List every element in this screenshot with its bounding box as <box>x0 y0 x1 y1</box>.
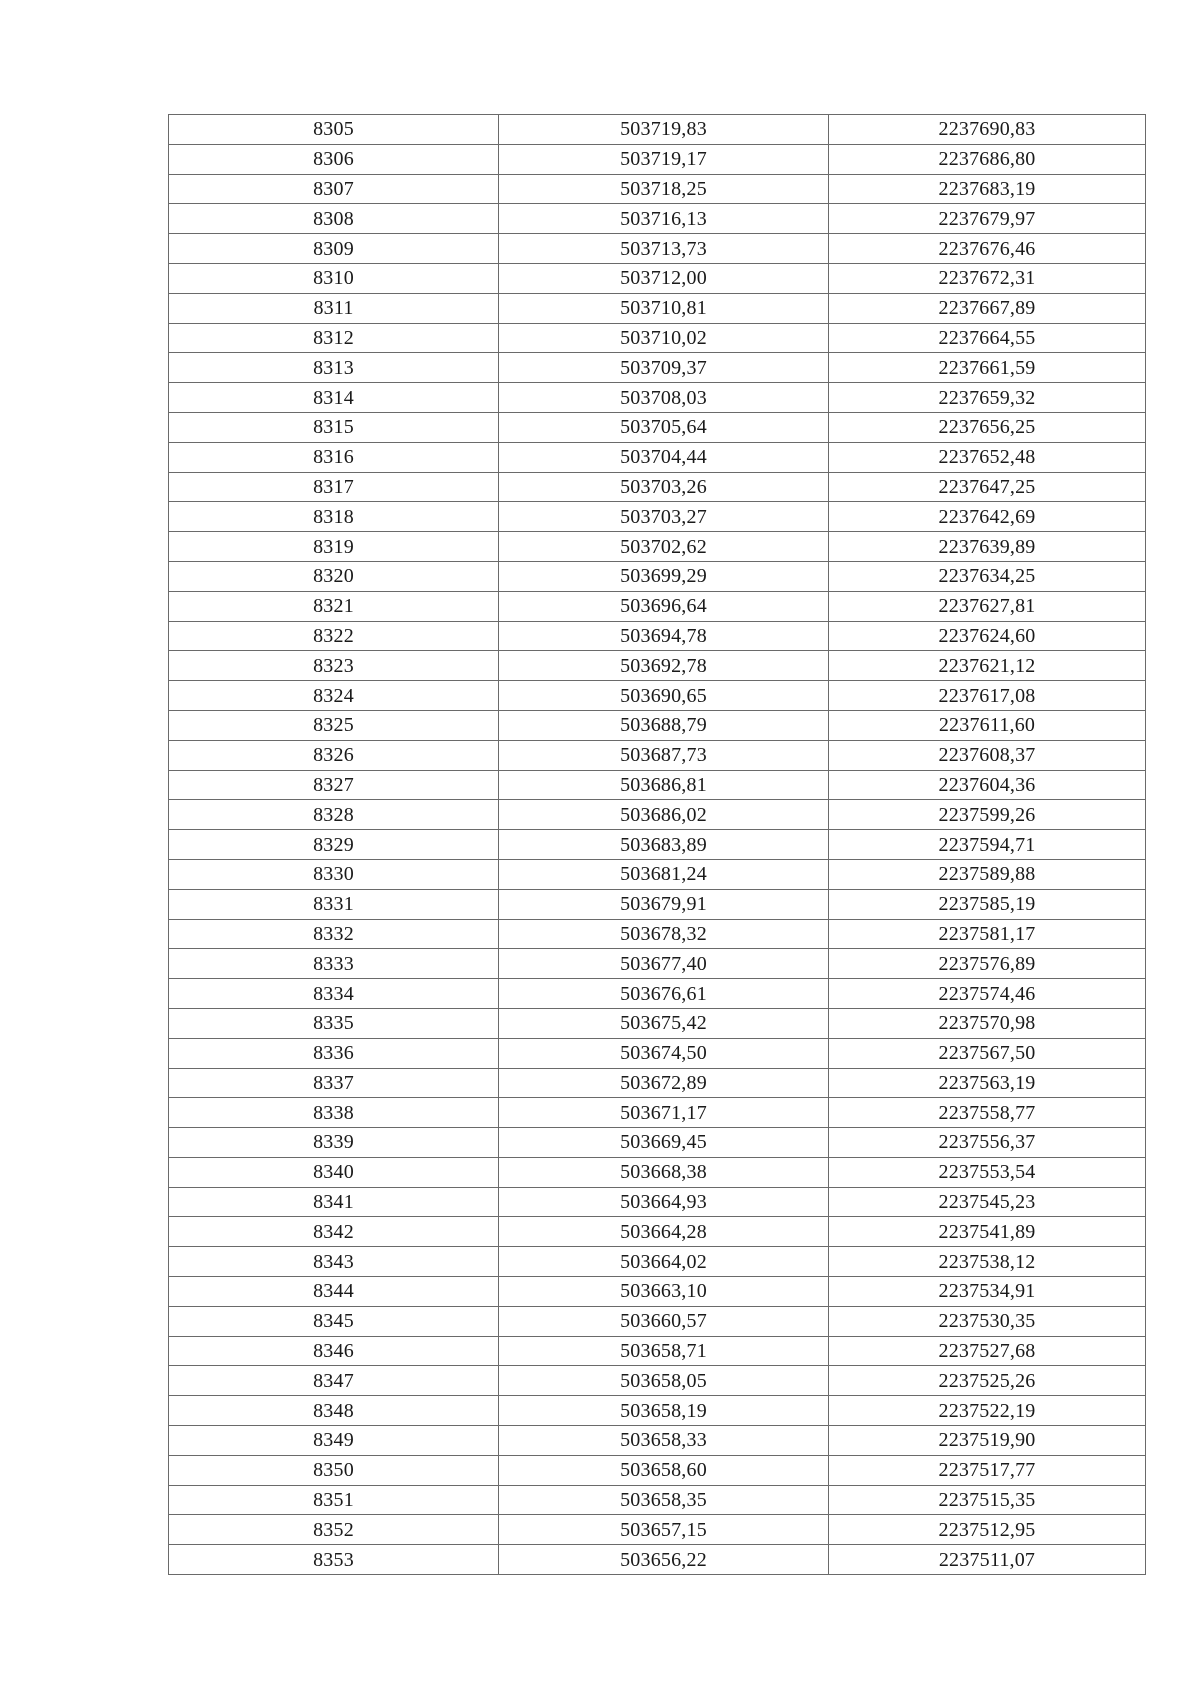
coordinates-table <box>168 114 1146 1575</box>
x-coordinate-cell: 503679,91 <box>499 889 829 919</box>
x-coordinate-cell: 503658,33 <box>499 1426 829 1456</box>
point-number-cell: 8337 <box>169 1068 499 1098</box>
point-number-cell: 8329 <box>169 830 499 860</box>
table-row <box>169 1247 1146 1277</box>
table-row <box>169 1277 1146 1307</box>
table-row <box>169 1098 1146 1128</box>
table-row <box>169 740 1146 770</box>
x-coordinate-cell: 503712,00 <box>499 263 829 293</box>
point-number-cell: 8353 <box>169 1545 499 1575</box>
table-row <box>169 1545 1146 1575</box>
y-coordinate-cell: 2237530,35 <box>829 1306 1146 1336</box>
point-number-cell: 8345 <box>169 1306 499 1336</box>
point-number-cell: 8309 <box>169 234 499 264</box>
x-coordinate-cell: 503690,65 <box>499 681 829 711</box>
point-number-cell: 8317 <box>169 472 499 502</box>
y-coordinate-cell: 2237608,37 <box>829 740 1146 770</box>
x-coordinate-cell: 503692,78 <box>499 651 829 681</box>
y-coordinate-cell: 2237585,19 <box>829 889 1146 919</box>
y-coordinate-cell: 2237664,55 <box>829 323 1146 353</box>
table-row <box>169 174 1146 204</box>
point-number-cell: 8315 <box>169 412 499 442</box>
x-coordinate-cell: 503658,19 <box>499 1396 829 1426</box>
x-coordinate-cell: 503703,26 <box>499 472 829 502</box>
y-coordinate-cell: 2237647,25 <box>829 472 1146 502</box>
point-number-cell: 8326 <box>169 740 499 770</box>
y-coordinate-cell: 2237672,31 <box>829 263 1146 293</box>
x-coordinate-cell: 503672,89 <box>499 1068 829 1098</box>
table-row <box>169 234 1146 264</box>
x-coordinate-cell: 503677,40 <box>499 949 829 979</box>
y-coordinate-cell: 2237621,12 <box>829 651 1146 681</box>
table-row <box>169 383 1146 413</box>
point-number-cell: 8351 <box>169 1485 499 1515</box>
y-coordinate-cell: 2237634,25 <box>829 561 1146 591</box>
x-coordinate-cell: 503718,25 <box>499 174 829 204</box>
x-coordinate-cell: 503686,81 <box>499 770 829 800</box>
y-coordinate-cell: 2237517,77 <box>829 1455 1146 1485</box>
x-coordinate-cell: 503686,02 <box>499 800 829 830</box>
point-number-cell: 8349 <box>169 1426 499 1456</box>
point-number-cell: 8310 <box>169 263 499 293</box>
point-number-cell: 8333 <box>169 949 499 979</box>
table-row <box>169 1366 1146 1396</box>
y-coordinate-cell: 2237690,83 <box>829 115 1146 145</box>
point-number-cell: 8327 <box>169 770 499 800</box>
y-coordinate-cell: 2237525,26 <box>829 1366 1146 1396</box>
table-row <box>169 1187 1146 1217</box>
table-row <box>169 323 1146 353</box>
x-coordinate-cell: 503678,32 <box>499 919 829 949</box>
table-row <box>169 800 1146 830</box>
y-coordinate-cell: 2237594,71 <box>829 830 1146 860</box>
y-coordinate-cell: 2237683,19 <box>829 174 1146 204</box>
x-coordinate-cell: 503710,81 <box>499 293 829 323</box>
point-number-cell: 8313 <box>169 353 499 383</box>
x-coordinate-cell: 503704,44 <box>499 442 829 472</box>
point-number-cell: 8334 <box>169 979 499 1009</box>
point-number-cell: 8306 <box>169 144 499 174</box>
x-coordinate-cell: 503656,22 <box>499 1545 829 1575</box>
y-coordinate-cell: 2237652,48 <box>829 442 1146 472</box>
y-coordinate-cell: 2237511,07 <box>829 1545 1146 1575</box>
y-coordinate-cell: 2237659,32 <box>829 383 1146 413</box>
point-number-cell: 8344 <box>169 1277 499 1307</box>
point-number-cell: 8348 <box>169 1396 499 1426</box>
table-row <box>169 919 1146 949</box>
table-row <box>169 1128 1146 1158</box>
y-coordinate-cell: 2237686,80 <box>829 144 1146 174</box>
y-coordinate-cell: 2237512,95 <box>829 1515 1146 1545</box>
point-number-cell: 8336 <box>169 1038 499 1068</box>
y-coordinate-cell: 2237534,91 <box>829 1277 1146 1307</box>
y-coordinate-cell: 2237541,89 <box>829 1217 1146 1247</box>
table-row <box>169 532 1146 562</box>
y-coordinate-cell: 2237558,77 <box>829 1098 1146 1128</box>
table-row <box>169 1426 1146 1456</box>
point-number-cell: 8312 <box>169 323 499 353</box>
y-coordinate-cell: 2237556,37 <box>829 1128 1146 1158</box>
y-coordinate-cell: 2237515,35 <box>829 1485 1146 1515</box>
y-coordinate-cell: 2237589,88 <box>829 859 1146 889</box>
y-coordinate-cell: 2237563,19 <box>829 1068 1146 1098</box>
x-coordinate-cell: 503716,13 <box>499 204 829 234</box>
x-coordinate-cell: 503658,35 <box>499 1485 829 1515</box>
x-coordinate-cell: 503658,60 <box>499 1455 829 1485</box>
y-coordinate-cell: 2237576,89 <box>829 949 1146 979</box>
point-number-cell: 8307 <box>169 174 499 204</box>
coordinates-table-body <box>169 115 1146 1575</box>
x-coordinate-cell: 503675,42 <box>499 1008 829 1038</box>
table-row <box>169 830 1146 860</box>
point-number-cell: 8332 <box>169 919 499 949</box>
table-row <box>169 502 1146 532</box>
x-coordinate-cell: 503657,15 <box>499 1515 829 1545</box>
y-coordinate-cell: 2237538,12 <box>829 1247 1146 1277</box>
table-row <box>169 204 1146 234</box>
table-row <box>169 710 1146 740</box>
x-coordinate-cell: 503703,27 <box>499 502 829 532</box>
x-coordinate-cell: 503694,78 <box>499 621 829 651</box>
point-number-cell: 8328 <box>169 800 499 830</box>
y-coordinate-cell: 2237604,36 <box>829 770 1146 800</box>
y-coordinate-cell: 2237553,54 <box>829 1157 1146 1187</box>
y-coordinate-cell: 2237667,89 <box>829 293 1146 323</box>
table-row <box>169 681 1146 711</box>
x-coordinate-cell: 503687,73 <box>499 740 829 770</box>
table-row <box>169 353 1146 383</box>
y-coordinate-cell: 2237574,46 <box>829 979 1146 1009</box>
point-number-cell: 8343 <box>169 1247 499 1277</box>
x-coordinate-cell: 503683,89 <box>499 830 829 860</box>
x-coordinate-cell: 503699,29 <box>499 561 829 591</box>
y-coordinate-cell: 2237656,25 <box>829 412 1146 442</box>
table-row <box>169 1306 1146 1336</box>
y-coordinate-cell: 2237527,68 <box>829 1336 1146 1366</box>
y-coordinate-cell: 2237611,60 <box>829 710 1146 740</box>
point-number-cell: 8305 <box>169 115 499 145</box>
y-coordinate-cell: 2237570,98 <box>829 1008 1146 1038</box>
point-number-cell: 8318 <box>169 502 499 532</box>
x-coordinate-cell: 503713,73 <box>499 234 829 264</box>
x-coordinate-cell: 503709,37 <box>499 353 829 383</box>
table-row <box>169 293 1146 323</box>
point-number-cell: 8330 <box>169 859 499 889</box>
table-row <box>169 859 1146 889</box>
point-number-cell: 8325 <box>169 710 499 740</box>
y-coordinate-cell: 2237679,97 <box>829 204 1146 234</box>
y-coordinate-cell: 2237567,50 <box>829 1038 1146 1068</box>
table-row <box>169 1336 1146 1366</box>
table-row <box>169 651 1146 681</box>
table-row <box>169 412 1146 442</box>
x-coordinate-cell: 503705,64 <box>499 412 829 442</box>
x-coordinate-cell: 503671,17 <box>499 1098 829 1128</box>
x-coordinate-cell: 503676,61 <box>499 979 829 1009</box>
y-coordinate-cell: 2237624,60 <box>829 621 1146 651</box>
table-row <box>169 1038 1146 1068</box>
point-number-cell: 8322 <box>169 621 499 651</box>
table-row <box>169 1217 1146 1247</box>
table-row <box>169 1008 1146 1038</box>
x-coordinate-cell: 503663,10 <box>499 1277 829 1307</box>
table-row <box>169 979 1146 1009</box>
point-number-cell: 8311 <box>169 293 499 323</box>
y-coordinate-cell: 2237617,08 <box>829 681 1146 711</box>
point-number-cell: 8350 <box>169 1455 499 1485</box>
point-number-cell: 8320 <box>169 561 499 591</box>
x-coordinate-cell: 503708,03 <box>499 383 829 413</box>
table-row <box>169 1485 1146 1515</box>
x-coordinate-cell: 503681,24 <box>499 859 829 889</box>
point-number-cell: 8314 <box>169 383 499 413</box>
table-row <box>169 561 1146 591</box>
x-coordinate-cell: 503696,64 <box>499 591 829 621</box>
y-coordinate-cell: 2237676,46 <box>829 234 1146 264</box>
table-row <box>169 949 1146 979</box>
point-number-cell: 8316 <box>169 442 499 472</box>
point-number-cell: 8341 <box>169 1187 499 1217</box>
x-coordinate-cell: 503668,38 <box>499 1157 829 1187</box>
point-number-cell: 8342 <box>169 1217 499 1247</box>
point-number-cell: 8331 <box>169 889 499 919</box>
x-coordinate-cell: 503658,05 <box>499 1366 829 1396</box>
table-row <box>169 1068 1146 1098</box>
x-coordinate-cell: 503710,02 <box>499 323 829 353</box>
point-number-cell: 8339 <box>169 1128 499 1158</box>
x-coordinate-cell: 503658,71 <box>499 1336 829 1366</box>
point-number-cell: 8335 <box>169 1008 499 1038</box>
x-coordinate-cell: 503660,57 <box>499 1306 829 1336</box>
y-coordinate-cell: 2237599,26 <box>829 800 1146 830</box>
x-coordinate-cell: 503664,02 <box>499 1247 829 1277</box>
y-coordinate-cell: 2237639,89 <box>829 532 1146 562</box>
table-row <box>169 621 1146 651</box>
table-row <box>169 115 1146 145</box>
y-coordinate-cell: 2237661,59 <box>829 353 1146 383</box>
y-coordinate-cell: 2237519,90 <box>829 1426 1146 1456</box>
x-coordinate-cell: 503664,28 <box>499 1217 829 1247</box>
point-number-cell: 8347 <box>169 1366 499 1396</box>
point-number-cell: 8308 <box>169 204 499 234</box>
point-number-cell: 8324 <box>169 681 499 711</box>
table-row <box>169 1515 1146 1545</box>
table-row <box>169 263 1146 293</box>
table-row <box>169 591 1146 621</box>
point-number-cell: 8338 <box>169 1098 499 1128</box>
point-number-cell: 8352 <box>169 1515 499 1545</box>
table-row <box>169 442 1146 472</box>
table-row <box>169 1455 1146 1485</box>
table-row <box>169 770 1146 800</box>
y-coordinate-cell: 2237581,17 <box>829 919 1146 949</box>
point-number-cell: 8346 <box>169 1336 499 1366</box>
x-coordinate-cell: 503719,17 <box>499 144 829 174</box>
y-coordinate-cell: 2237545,23 <box>829 1187 1146 1217</box>
point-number-cell: 8321 <box>169 591 499 621</box>
x-coordinate-cell: 503688,79 <box>499 710 829 740</box>
x-coordinate-cell: 503674,50 <box>499 1038 829 1068</box>
x-coordinate-cell: 503664,93 <box>499 1187 829 1217</box>
y-coordinate-cell: 2237522,19 <box>829 1396 1146 1426</box>
point-number-cell: 8340 <box>169 1157 499 1187</box>
x-coordinate-cell: 503719,83 <box>499 115 829 145</box>
y-coordinate-cell: 2237627,81 <box>829 591 1146 621</box>
table-row <box>169 472 1146 502</box>
point-number-cell: 8319 <box>169 532 499 562</box>
x-coordinate-cell: 503702,62 <box>499 532 829 562</box>
point-number-cell: 8323 <box>169 651 499 681</box>
y-coordinate-cell: 2237642,69 <box>829 502 1146 532</box>
table-row <box>169 889 1146 919</box>
x-coordinate-cell: 503669,45 <box>499 1128 829 1158</box>
table-row <box>169 144 1146 174</box>
table-row <box>169 1157 1146 1187</box>
table-row <box>169 1396 1146 1426</box>
